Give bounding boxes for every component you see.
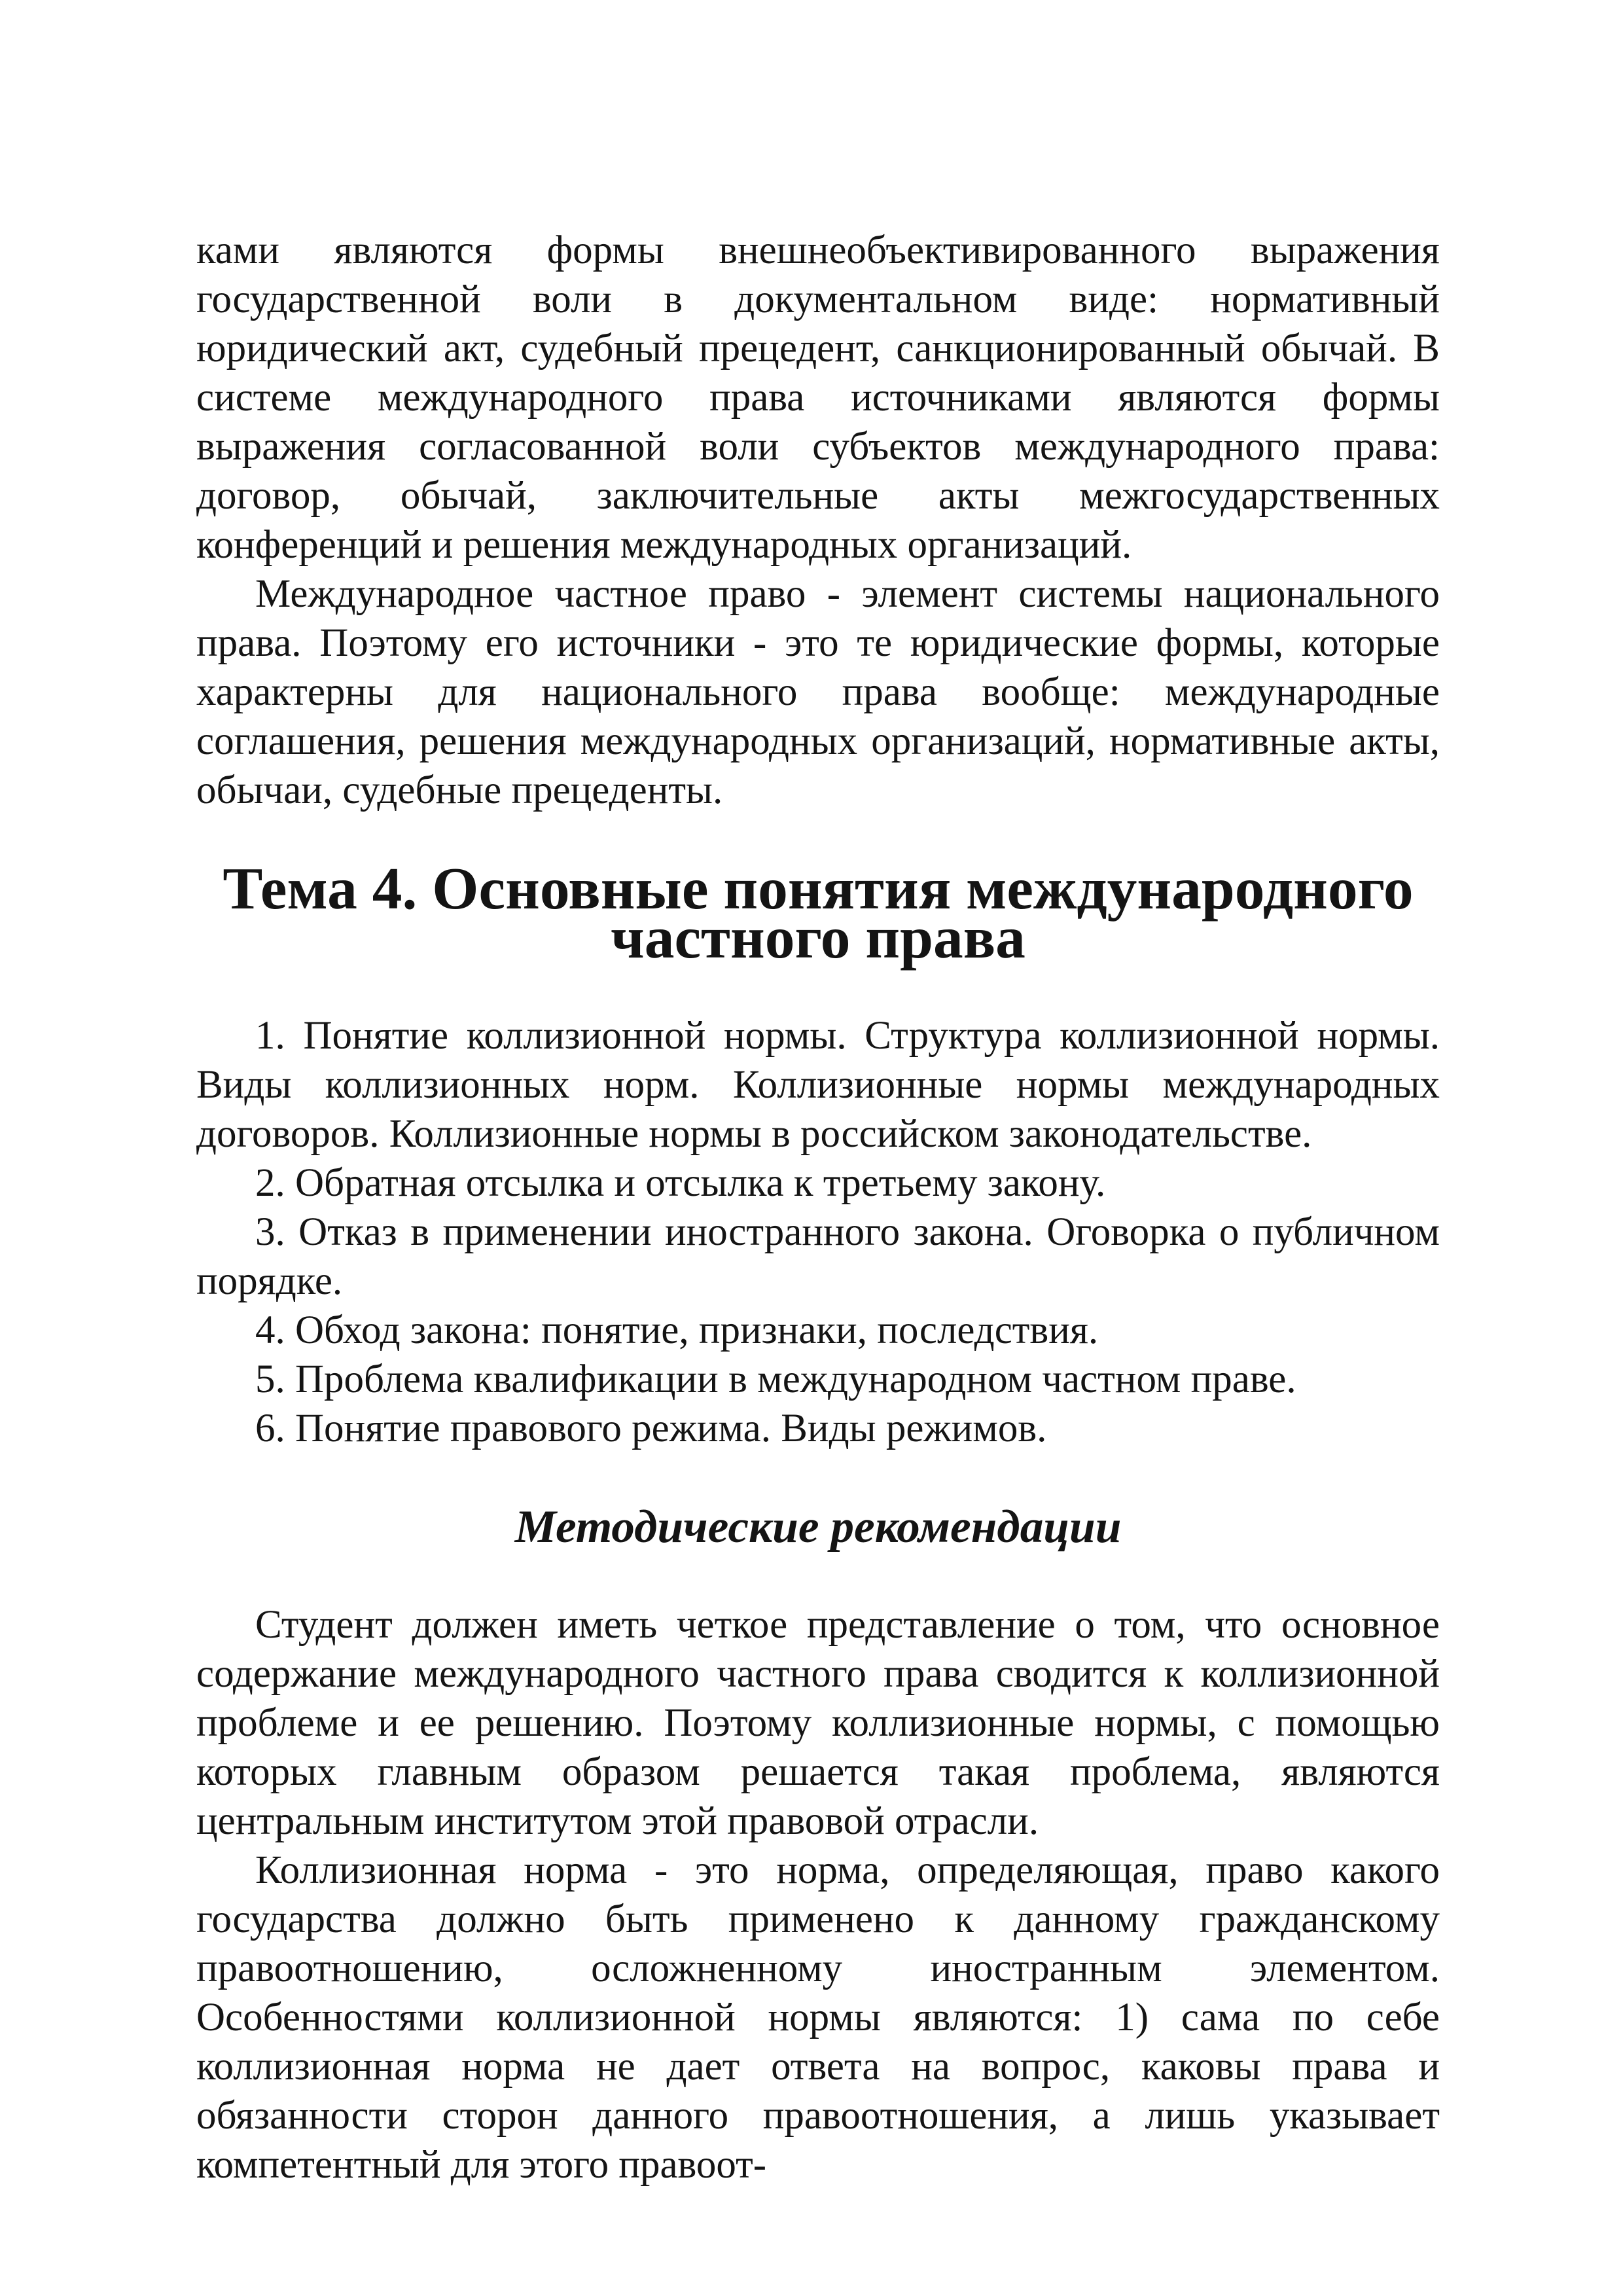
list-item: 3. Отказ в применении иностранного закона. Оговорка о публичном порядке. [196, 1210, 1440, 1303]
topic-heading: Тема 4. Основные понятия международного частного права [223, 855, 1414, 971]
list-item: 4. Обход закона: понятие, признаки, последствия. [255, 1308, 1099, 1352]
list-item: 2. Обратная отсылка и отсылка к третьему закону. [255, 1161, 1106, 1205]
method-recommendations-heading: Методические рекомендации [514, 1501, 1122, 1552]
paragraph-sources-continuation: ками являются формы внешнеобъективированного выражения государственной воли в документальном виде: нормативный юридический акт, судебный прецедент, санкционированный обычай. В системе международного права источниками являются формы выражения согласованной воли субъектов международного права: договор, обычай, заключительные акты межгосударственных конференций и решения международных организаций. [196, 228, 1440, 567]
paragraph-private-international-law: Международное частное право - элемент системы национального права. Поэтому его источники - это те юридические формы, которые характерны для национального права вообще: международные соглашения, решения международных организаций, нормативные акты, обычаи, судебные прецеденты. [196, 572, 1440, 812]
paragraph-student: Студент должен иметь четкое представление о том, что основное содержание международного частного права сводится к коллизионной проблеме и ее решению. Поэтому коллизионные нормы, с помощью которых главным образом решается такая проблема, являются центральным институтом этой правовой отрасли. [196, 1603, 1440, 1843]
list-item: 5. Проблема квалификации в международном частном праве. [255, 1357, 1296, 1401]
text-column [196, 226, 1440, 2189]
list-item: 6. Понятие правового режима. Виды режимов. [255, 1407, 1047, 1450]
list-item: 1. Понятие коллизионной нормы. Структура коллизионной нормы. Виды коллизионных норм. Коллизионные нормы международных договоров. Коллизионные нормы в российском законодательстве. [196, 1014, 1440, 1156]
paragraph-collision-norm: Коллизионная норма - это норма, определяющая, право какого государства должно быть применено к данному гражданскому правоотношению, осложненному иностранным элементом. Особенностями коллизионной нормы являются: 1) сама по себе коллизионная норма не дает ответа на вопрос, каковы права и обязанности сторон данного правоотношения, а лишь указывает компетентный для этого правоот- [196, 1848, 1440, 2187]
topic-question-list [196, 1011, 1440, 1453]
